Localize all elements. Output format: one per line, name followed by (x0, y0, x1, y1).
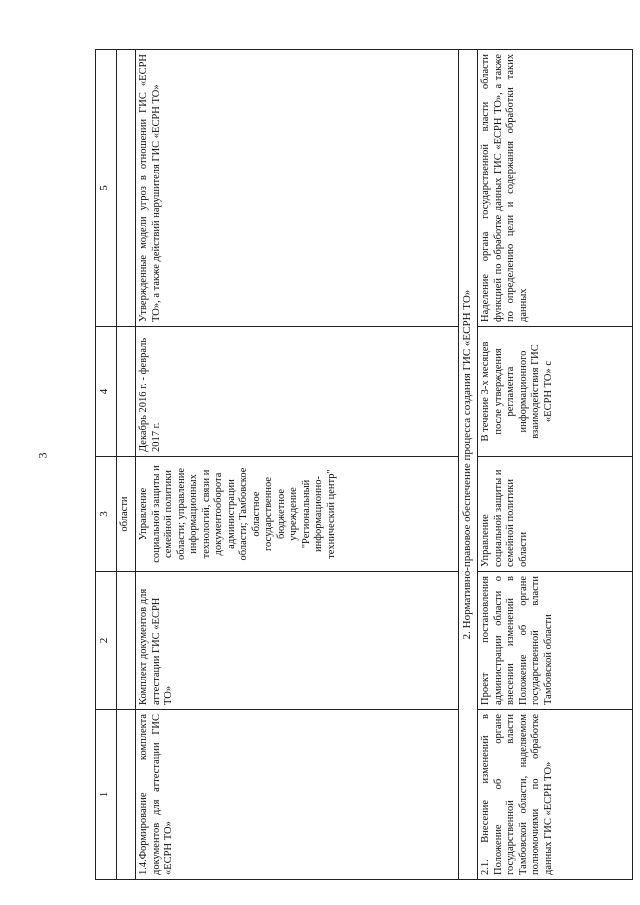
header-col-2: 2 (96, 572, 117, 710)
row-2-1-responsible: Управление социальной защиты и семейной политики области (478, 457, 633, 572)
continuation-text: области (117, 457, 136, 572)
rotated-table-page (95, 50, 620, 880)
plan-table (95, 49, 633, 880)
section-row (459, 50, 478, 880)
row-2-1-result: Проект постановления администрации области о внесении изменений в Положение об органе государственной власти Тамбовской области (478, 572, 633, 710)
header-row (96, 50, 117, 880)
row-1-4-task: 1.4.Формирование комплекта документов для аттестации ГИС «ЕСРН ТО» (136, 710, 459, 880)
page-number: 3 (35, 452, 50, 459)
row-1-4-deadline: Декабрь 2016 г. - февраль 2017 г. (136, 327, 459, 457)
section-2-title: 2. Нормативно-правовое обеспечение процесса создания ГИС «ЕСРН ТО» (459, 50, 478, 880)
header-col-4: 4 (96, 327, 117, 457)
row-2-1-task: 2.1. Внесение изменений в Положение об органе государственной власти Тамбовской области, наделяемом полномочиями по обработке данных ГИС «ЕСРН ТО» (478, 710, 633, 880)
continuation-row (117, 50, 136, 880)
row-1-4-result: Комплект документов для аттестации ГИС «ЕСРН ТО» (136, 572, 459, 710)
row-2-1-deadline: В течение 3-х месяцев после утверждения регламента информационного взаимодействия ГИС «ЕСРН ТО» с (478, 327, 633, 457)
header-col-3: 3 (96, 457, 117, 572)
table-row (478, 50, 633, 880)
header-col-5: 5 (96, 50, 117, 327)
header-col-1: 1 (96, 710, 117, 880)
row-1-4-outcome: Утвержденные модели угроз в отношении ГИС «ЕСРН ТО», а также действий нарушителя ГИС «ЕСРН ТО» (136, 50, 459, 327)
table-row (136, 50, 459, 880)
row-1-4-responsible: Управление социальной защиты и семейной политики области; управление информационных технологий, связи и документооборота администрации области; Тамбовское областное государственное бюджетное учреждение "Региональный информационно-технический центр" (136, 457, 459, 572)
row-2-1-outcome: Наделение органа государственной власти области функцией по обработке данных ГИС «ЕСРН ТО», а также по определению цели и содержания обработки таких данных (478, 50, 633, 327)
